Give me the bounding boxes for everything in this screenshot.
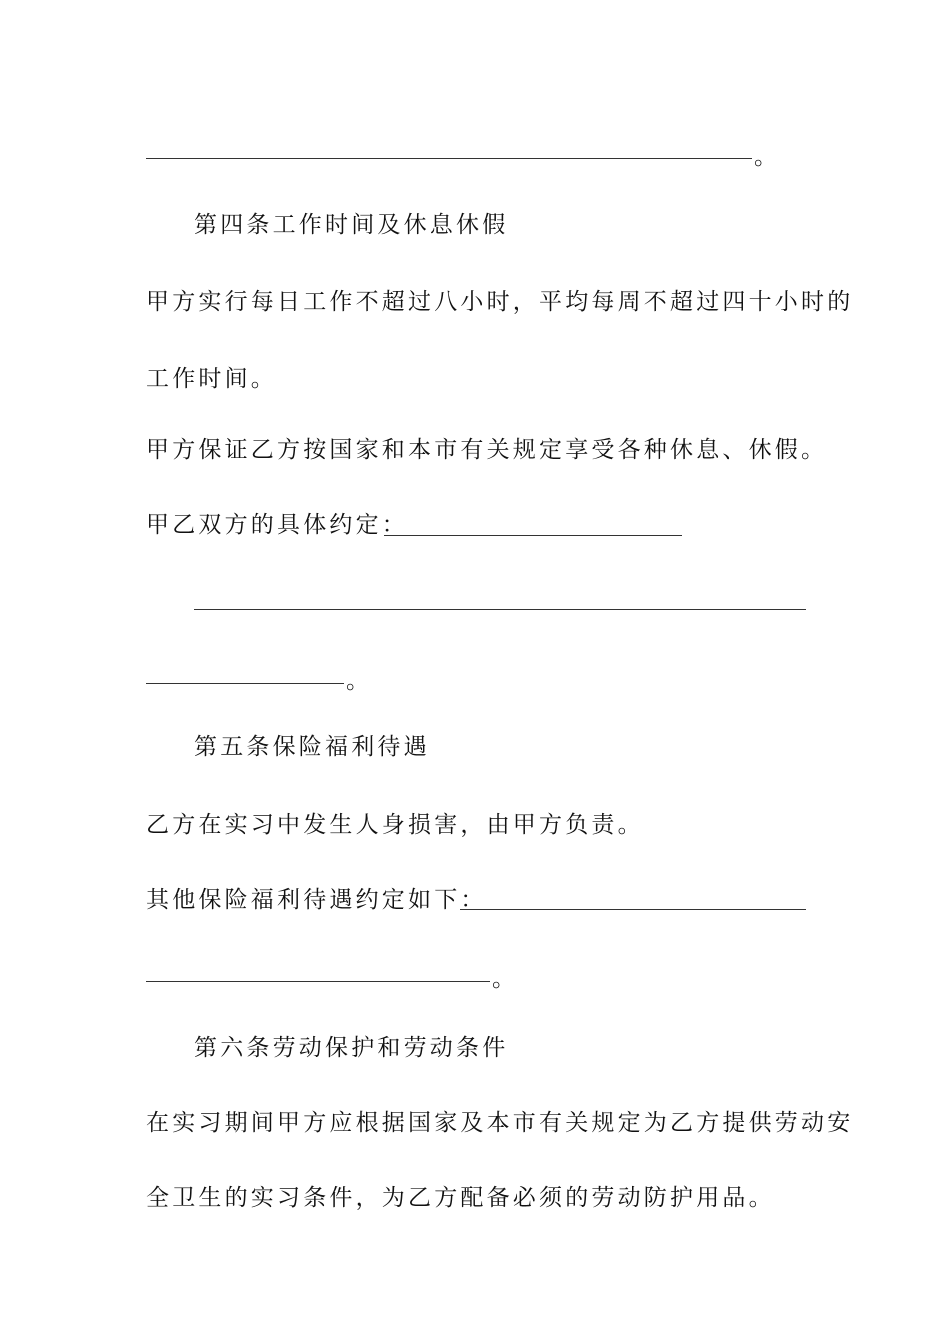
fill-blank-line bbox=[194, 609, 806, 610]
agreement-label: 甲乙双方的具体约定： bbox=[146, 512, 408, 538]
paragraph-line: 工作时间。 bbox=[146, 366, 277, 392]
fill-blank-line bbox=[460, 909, 806, 910]
period-mark: 。 bbox=[346, 668, 369, 694]
fill-blank-line bbox=[146, 683, 344, 684]
section-heading-4: 第四条工作时间及休息休假 bbox=[194, 212, 509, 238]
paragraph-line: 甲方保证乙方按国家和本市有关规定享受各种休息、休假。 bbox=[146, 437, 828, 463]
fill-blank-line bbox=[146, 981, 490, 982]
fill-blank-line bbox=[384, 535, 682, 536]
paragraph-line: 全卫生的实习条件，为乙方配备必须的劳动防护用品。 bbox=[146, 1185, 775, 1211]
paragraph-line: 甲方实行每日工作不超过八小时，平均每周不超过四十小时的 bbox=[146, 289, 854, 315]
paragraph-line: 乙方在实习中发生人身损害，由甲方负责。 bbox=[146, 812, 644, 838]
period-mark: 。 bbox=[754, 144, 777, 170]
period-mark: 。 bbox=[492, 966, 515, 992]
paragraph-line: 在实习期间甲方应根据国家及本市有关规定为乙方提供劳动安 bbox=[146, 1110, 854, 1136]
section-heading-6: 第六条劳动保护和劳动条件 bbox=[194, 1035, 509, 1061]
fill-blank-line bbox=[146, 158, 752, 159]
benefits-label: 其他保险福利待遇约定如下： bbox=[146, 887, 487, 913]
section-heading-5: 第五条保险福利待遇 bbox=[194, 734, 430, 760]
